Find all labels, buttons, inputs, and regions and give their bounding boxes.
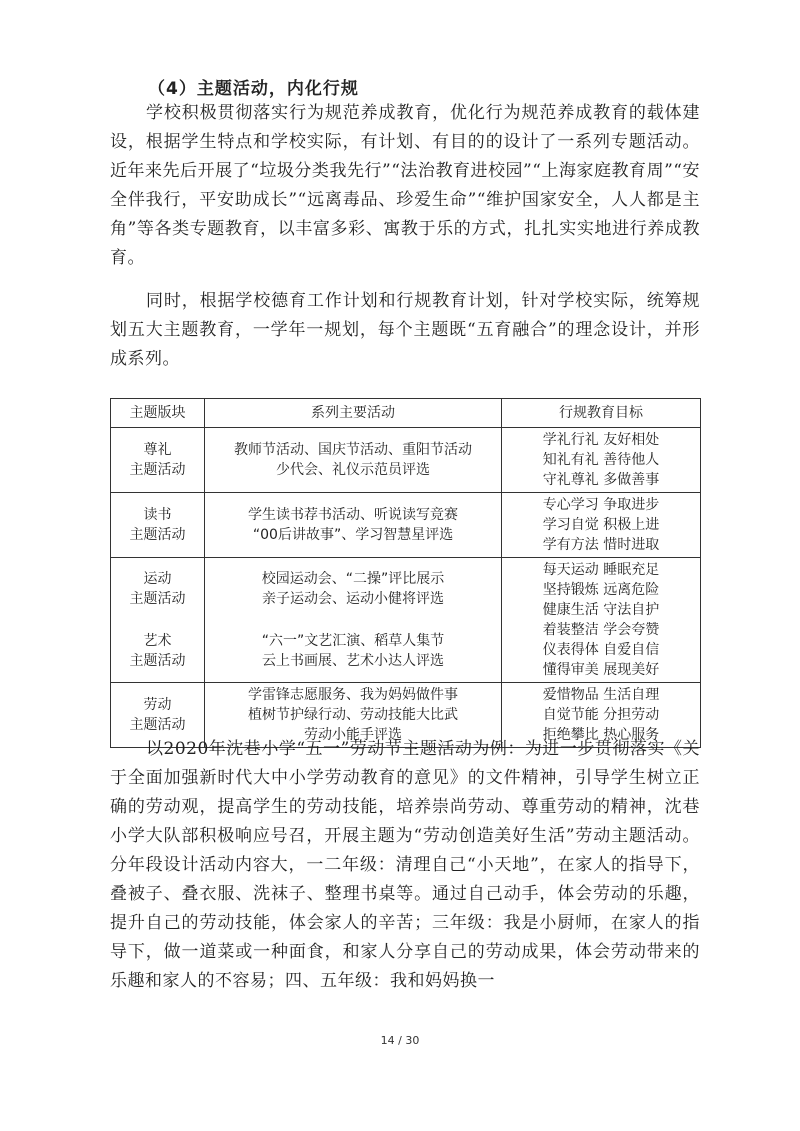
theme-suffix: 主题活动	[129, 717, 186, 733]
activity-line: 学雷锋志愿服务、我为妈妈做件事	[248, 687, 459, 703]
theme-suffix: 主题活动	[129, 462, 186, 478]
example-paragraph: 以2020年沈巷小学“五一”劳动节主题活动为例：为进一步贯彻落实《关于全面加强新时代大中小学劳动教育的意见》的文件精神，引导学生树立正确的劳动观，提高学生的劳动技能，培养崇尚劳动、尊重劳动的精神，沈巷小学大队部积极响应号召，开展主题为“劳动创造美好生活”劳动主题活动。分年段设计活动内容大，一二年级：清理自己“小天地”，在家人的指导下，叠被子、叠衣服、洗袜子、整理书桌等。通过自己动手，体会劳动的乐趣，提升自己的劳动技能，体会家人的辛苦；三年级：我是小厨师，在家人的指导下，做一道菜或一种面食，和家人分享自己的劳动成果，体会劳动带来的乐趣和家人的不容易；四、五年级：我和妈妈换一	[110, 739, 700, 991]
header-theme: 主题版块	[111, 399, 205, 428]
goal-line: 坚持锻炼 远离危险	[542, 582, 660, 598]
goal-line: 学有方法 惜时进取	[542, 537, 660, 553]
activity-line: 少代会、礼仪示范员评选	[276, 462, 431, 478]
goal-line: 学习自觉 积极上进	[542, 517, 660, 533]
page-number: 14 / 30	[380, 1034, 420, 1047]
goal-line: 着装整洁 学会夸赞	[542, 622, 660, 638]
goal-line: 仪表得体 自爱自信	[542, 642, 660, 658]
theme-name: 运动	[143, 571, 172, 587]
goal-line: 拒绝攀比 热心服务	[542, 727, 660, 743]
header-activities: 系列主要活动	[205, 399, 502, 428]
header-goals: 行规教育目标	[502, 399, 701, 428]
activity-line: 植树节护绿行动、劳动技能大比武	[248, 707, 459, 723]
goals-cell	[502, 558, 701, 683]
theme-cell	[111, 493, 205, 558]
section-heading: （4）主题活动，内化行规	[148, 79, 359, 99]
theme-activity-table	[110, 398, 701, 748]
table-row-reading	[111, 493, 701, 558]
goal-line: 自觉节能 分担劳动	[542, 707, 660, 723]
activities-cell	[205, 558, 502, 683]
activities-cell	[205, 493, 502, 558]
activity-line: 教师节活动、国庆节活动、重阳节活动	[234, 442, 473, 458]
goals-cell	[502, 428, 701, 493]
activity-line: 劳动小能手评选	[304, 727, 403, 743]
theme-cell	[111, 558, 205, 683]
theme-suffix: 主题活动	[129, 591, 186, 607]
theme-suffix: 主题活动	[129, 653, 186, 669]
goal-line: 健康生活 守法自护	[542, 602, 660, 618]
table-row-sports-arts	[111, 558, 701, 683]
theme-name: 尊礼	[143, 442, 172, 458]
plan-paragraph: 同时，根据学校德育工作计划和行规教育计划，针对学校实际，统筹规划五大主题教育，一学年一规划，每个主题既“五育融合”的理念设计，并形成系列。	[110, 291, 700, 369]
goal-line: 懂得审美 展现美好	[542, 662, 660, 678]
theme-cell	[111, 428, 205, 493]
activity-line: 云上书画展、艺术小达人评选	[262, 653, 445, 669]
intro-paragraph: 学校积极贯彻落实行为规范养成教育，优化行为规范养成教育的载体建设，根据学生特点和学校实际，有计划、有目的的设计了一系列专题活动。近年来先后开展了“垃圾分类我先行”“法治教育进校园”“上海家庭教育周”“安全伴我行，平安助成长”“远离毒品、珍爱生命”“维护国家安全，人人都是主角”等各类专题教育，以丰富多彩、寓教于乐的方式，扎扎实实地进行养成教育。	[110, 103, 700, 268]
activity-line: 校园运动会、“二操”评比展示	[261, 571, 445, 587]
theme-name: 艺术	[143, 633, 172, 649]
goal-line: 每天运动 睡眠充足	[542, 562, 660, 578]
goal-line: 守礼尊礼 多做善事	[542, 472, 660, 488]
goals-cell	[502, 493, 701, 558]
table-row-courtesy	[111, 428, 701, 493]
theme-name: 读书	[143, 507, 172, 523]
theme-name: 劳动	[143, 697, 172, 713]
goal-line: 专心学习 争取进步	[542, 497, 660, 513]
activity-line: 亲子运动会、运动小健将评选	[262, 591, 445, 607]
activity-line: 学生读书荐书活动、听说读写竞赛	[248, 507, 459, 523]
activities-cell	[205, 428, 502, 493]
activity-line: “六一”文艺汇演、稻草人集节	[261, 633, 445, 649]
table-header-row	[111, 399, 701, 428]
theme-suffix: 主题活动	[129, 527, 186, 543]
goal-line: 学礼行礼 友好相处	[542, 432, 660, 448]
activity-line: “00后讲故事”、学习智慧星评选	[252, 527, 454, 543]
goal-line: 爱惜物品 生活自理	[542, 687, 660, 703]
goal-line: 知礼有礼 善待他人	[542, 452, 660, 468]
